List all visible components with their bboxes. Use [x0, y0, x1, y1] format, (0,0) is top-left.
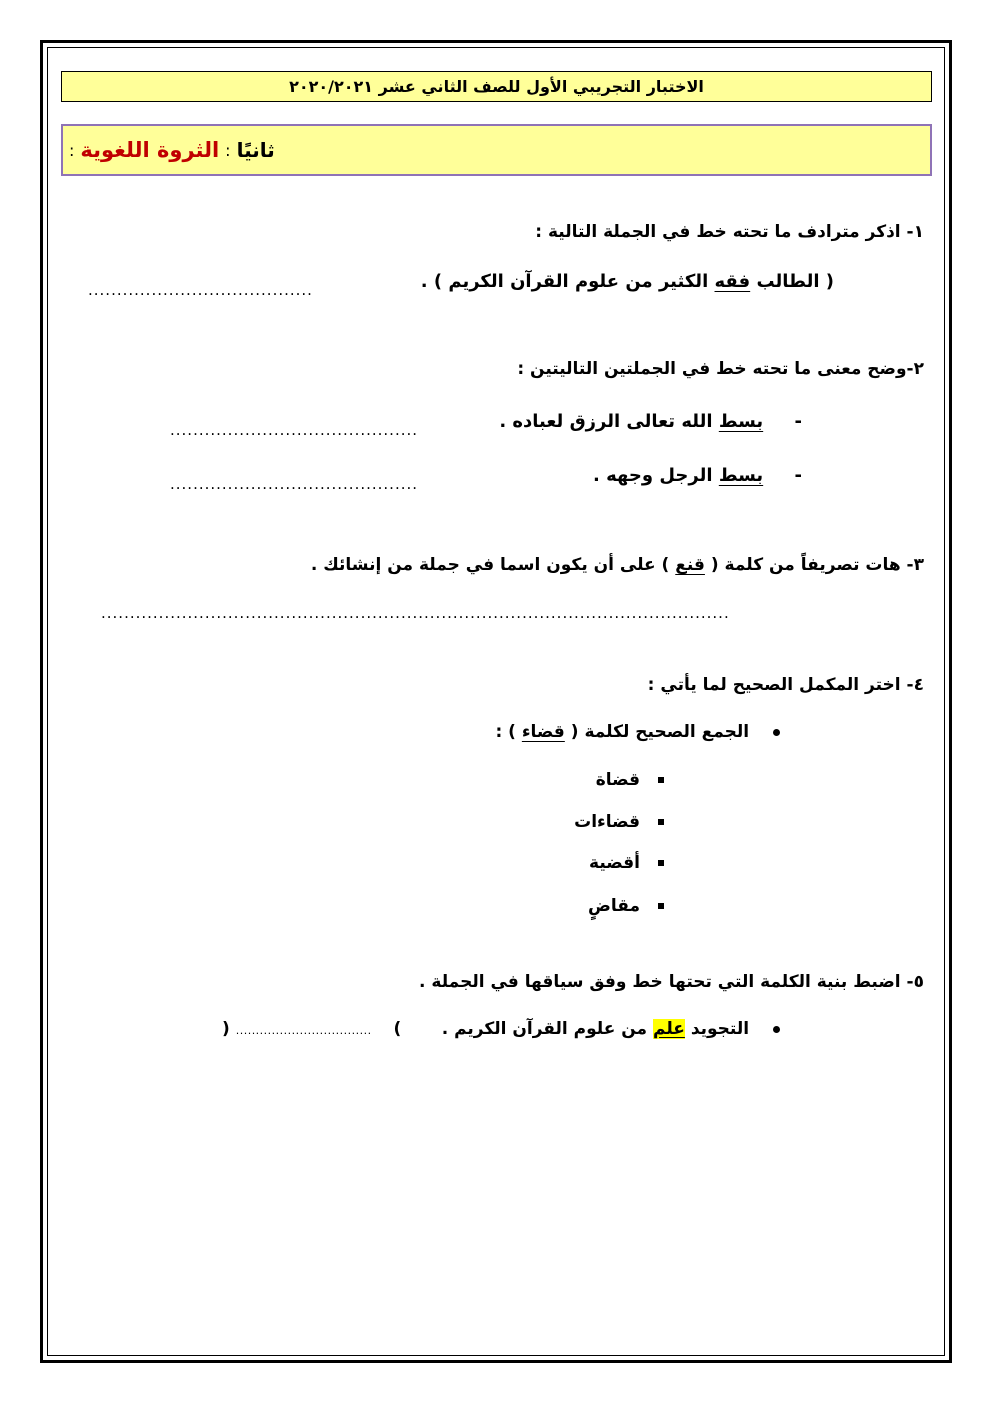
q1-underlined-word: فقه — [714, 271, 751, 292]
square-bullet-icon — [658, 860, 664, 866]
q2-item-2-answer-line[interactable]: ........................................... — [170, 475, 419, 493]
q5-answer-line[interactable]: .................................. — [235, 1024, 372, 1037]
q4-underlined-word: قضاء — [521, 722, 565, 742]
section-separator: : — [225, 140, 231, 160]
square-bullet-icon — [658, 819, 664, 825]
section-topic: الثروة اللغوية — [80, 138, 220, 162]
q3-underlined-word: قنع — [675, 555, 705, 575]
q2-item-1: - بسط الله تعالى الرزق لعباده . — [499, 411, 802, 432]
q3-answer-line[interactable]: ............................................................................................................. — [101, 604, 730, 622]
q2-prompt: ٢-وضح معنى ما تحته خط في الجملتين التاليتين : — [517, 359, 924, 379]
section-end: : — [69, 140, 75, 160]
q4-option-3[interactable]: أقضية — [589, 853, 664, 873]
q2-item-2: - بسط الرجل وجهه . — [593, 465, 802, 486]
q5-sentence: التجويد علم من علوم القرآن الكريم . — [442, 1019, 780, 1039]
q4-stem: الجمع الصحيح لكلمة ( قضاء ) : — [495, 722, 780, 742]
q4-prompt: ٤- اختر المكمل الصحيح لما يأتي : — [647, 675, 924, 695]
page-border-inner — [47, 47, 945, 1356]
q4-option-2[interactable]: قضاءات — [574, 812, 664, 832]
bullet-icon — [773, 729, 780, 736]
section-heading — [61, 124, 932, 176]
q2-item-2-underlined-word: بسط — [718, 465, 764, 486]
bullet-icon — [773, 1026, 780, 1033]
q1-answer-line[interactable]: ....................................... — [88, 281, 313, 299]
section-label: ثانيًا — [236, 138, 275, 162]
q4-option-1[interactable]: قضاة — [596, 770, 664, 790]
square-bullet-icon — [658, 903, 664, 909]
q2-item-1-underlined-word: بسط — [718, 411, 764, 432]
q1-sentence: ( الطالب فقه الكثير من علوم القرآن الكريم ) . — [420, 271, 834, 292]
exam-title: الاختبار التجريبي الأول للصف الثاني عشر ٢٠٢٠/٢٠٢١ — [61, 71, 932, 102]
q5-prompt: ٥- اضبط بنية الكلمة التي تحتها خط وفق سياقها في الجملة . — [419, 972, 924, 992]
q5-answer[interactable]: ) .................................. ( — [222, 1019, 402, 1039]
q3-prompt: ٣- هات تصريفاً من كلمة ( قنع ) على أن يكون اسما في جملة من إنشائك . — [310, 555, 924, 575]
square-bullet-icon — [658, 777, 664, 783]
q4-option-4[interactable]: مقاضٍ — [588, 896, 664, 916]
q2-item-1-answer-line[interactable]: ........................................... — [170, 421, 419, 439]
q5-highlighted-word: علم — [653, 1019, 685, 1039]
q1-prompt: ١- اذكر مترادف ما تحته خط في الجملة التالية : — [535, 222, 924, 242]
